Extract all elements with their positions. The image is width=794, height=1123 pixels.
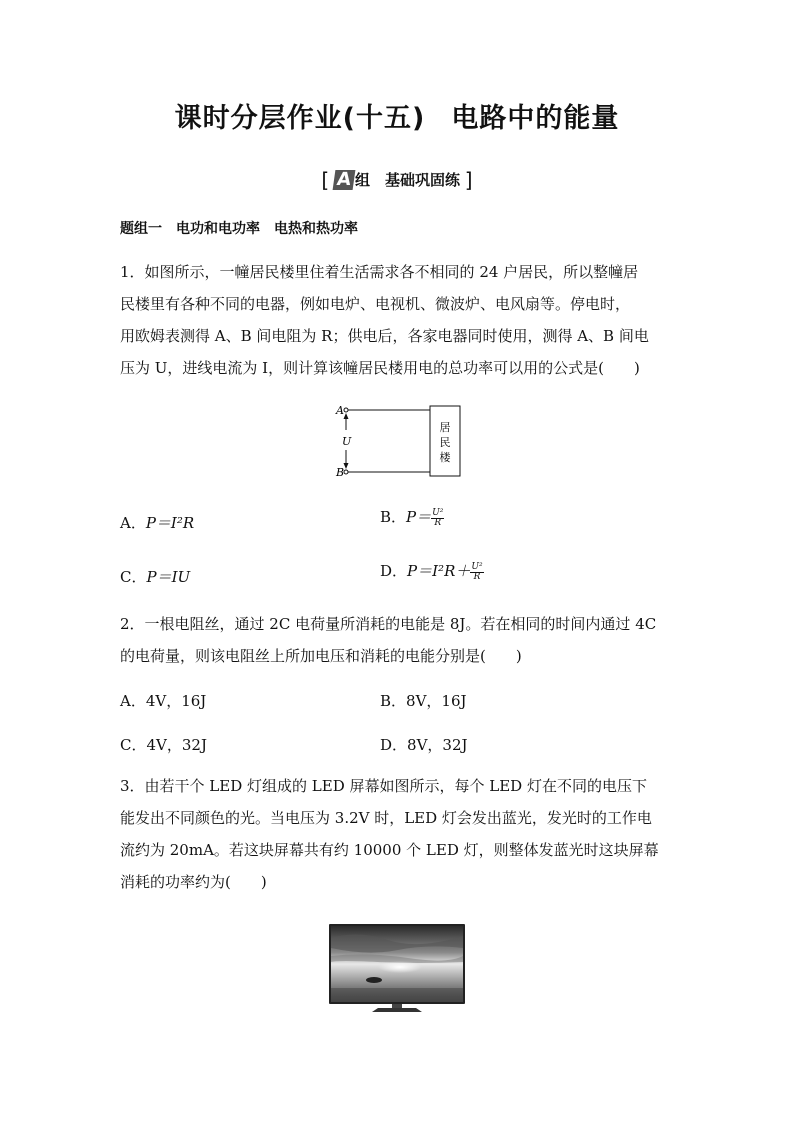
option-prefix: D． (380, 562, 408, 580)
tv-stand (372, 1008, 422, 1012)
q1-line: 压为 U，进线电流为 I，则计算该幢居民楼用电的总功率可以用的公式是( ) (120, 359, 640, 377)
bracket-close: ] (464, 168, 473, 192)
group-label: 组 基础巩固练 (354, 171, 460, 189)
question-3-text (120, 770, 680, 898)
q1-option-c[interactable] (120, 566, 190, 587)
q2-line: 的电荷量，则该电阻丝上所加电压和消耗的电能分别是( ) (120, 647, 522, 665)
terminal-b-label: B (336, 466, 345, 479)
title-left: 课时分层作业(十五) (174, 103, 426, 134)
question-2-text (120, 608, 680, 672)
q2-line: 2．一根电阻丝，通过 2C 电荷量所消耗的电能是 8J。若在相同的时间内通过 4C (120, 615, 657, 633)
terminal-b (344, 470, 348, 474)
q1-option-d[interactable] (380, 560, 484, 582)
fraction-denominator: R (434, 517, 442, 528)
rock-shape (366, 977, 382, 983)
q2-option-a[interactable]: A．4V，16J (120, 692, 207, 710)
fraction (470, 563, 483, 582)
q1-option-b[interactable] (380, 506, 444, 528)
arrow-down-head (344, 463, 349, 469)
led-screen-image (328, 918, 466, 1018)
group-letter: A (333, 170, 356, 190)
page-title (0, 96, 794, 135)
q1-line: 1．如图所示，一幢居民楼里住着生活需求各不相同的 24 户居民，所以整幢居 (120, 263, 639, 281)
q1-option-a[interactable] (120, 512, 194, 533)
option-formula: P＝I²R＋ (407, 562, 471, 580)
q3-line: 流约为 20mA。若这块屏幕共有约 10000 个 LED 灯，则整体发蓝光时这块屏幕 (120, 841, 659, 859)
option-prefix: A． (120, 514, 146, 532)
voltage-label: U (342, 435, 352, 448)
q3-line: 3．由若干个 LED 灯组成的 LED 屏幕如图所示，每个 LED 灯在不同的电压下 (120, 777, 647, 795)
building-char: 楼 (439, 451, 451, 464)
bracket-open: [ (321, 168, 330, 192)
terminal-a-label: A (336, 404, 344, 417)
section-heading (120, 218, 358, 238)
building-char: 居 (439, 421, 451, 434)
fraction-numerator: U² (432, 507, 444, 518)
q3-line: 能发出不同颜色的光。当电压为 3.2V 时，LED 灯会发出蓝光，发光时的工作电 (120, 809, 652, 827)
q2-option-d[interactable]: D．8V，32J (380, 736, 468, 754)
group-tag (0, 168, 794, 192)
arrow-up-head (344, 413, 349, 419)
option-formula: P＝IU (146, 568, 191, 586)
fraction-denominator: R (473, 571, 481, 582)
section-topic-2: 电热和热功率 (274, 221, 358, 237)
section-topic-1: 电功和电功率 (176, 221, 260, 237)
q3-line: 消耗的功率约为( ) (120, 873, 267, 891)
option-formula: P＝I²R (145, 514, 195, 532)
tv-neck (392, 1004, 402, 1008)
q1-line: 民楼里有各种不同的电器，例如电炉、电视机、微波炉、电风扇等。停电时， (120, 295, 631, 313)
title-right: 电路中的能量 (451, 103, 620, 134)
water-shape (331, 988, 463, 1002)
option-prefix: C． (120, 568, 147, 586)
option-prefix: B． (380, 508, 407, 526)
building-char: 民 (439, 436, 451, 449)
question-1-text (120, 256, 680, 384)
option-formula: P＝ (406, 508, 432, 526)
q2-option-c[interactable]: C．4V，32J (120, 736, 207, 754)
terminal-a (344, 408, 348, 412)
fraction-numerator: U² (471, 561, 483, 572)
section-label: 题组一 (120, 221, 162, 237)
circuit-diagram (330, 400, 470, 482)
sun-glow (378, 961, 422, 973)
q2-option-b[interactable]: B．8V，16J (380, 692, 467, 710)
q1-line: 用欧姆表测得 A、B 间电阻为 R；供电后，各家电器同时使用，测得 A、B 间电 (120, 327, 649, 345)
fraction (431, 509, 444, 528)
